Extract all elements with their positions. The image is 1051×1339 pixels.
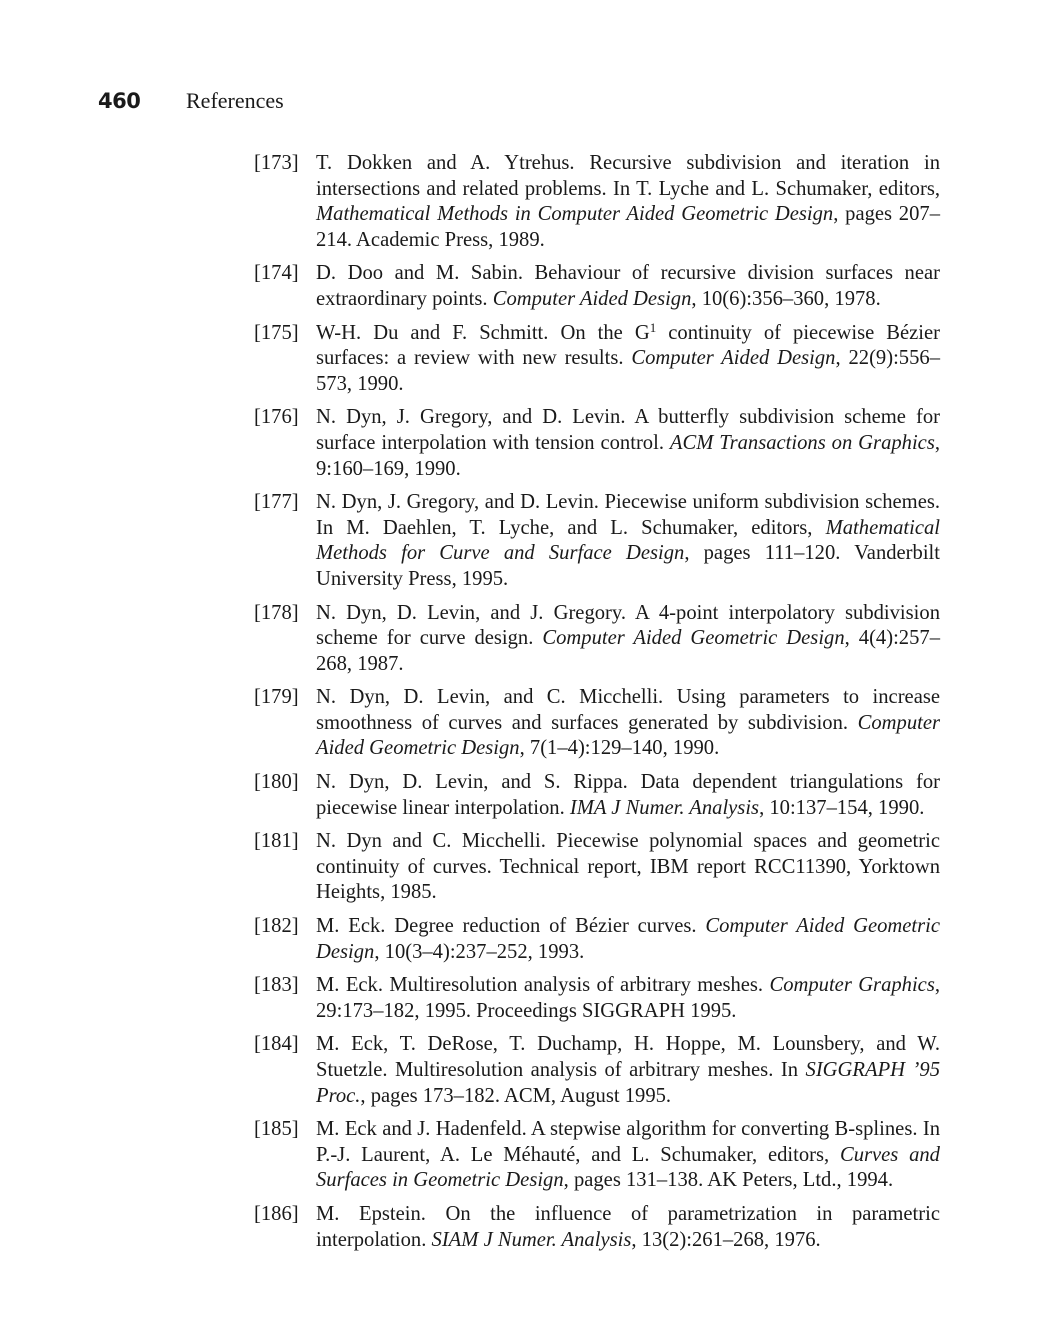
reference-number: [176] bbox=[254, 406, 299, 429]
reference-text: M. Eck. Multiresolution analysis of arbitrary meshes. Computer Graphics, 29:173–182, 1995. Proceedings SIGGRAPH 1995. bbox=[316, 974, 940, 1022]
reference-item bbox=[254, 261, 940, 312]
reference-item bbox=[254, 770, 940, 821]
reference-item bbox=[254, 914, 940, 965]
reference-item bbox=[254, 601, 940, 678]
reference-list bbox=[254, 151, 940, 1261]
reference-item bbox=[254, 685, 940, 762]
reference-text: M. Epstein. On the influence of parametrization in parametric interpolation. SIAM J Numer. Analysis, 13(2):261–268, 1976. bbox=[316, 1202, 940, 1251]
reference-text: M. Eck. Degree reduction of Bézier curves. Computer Aided Geometric Design, 10(3–4):237–252, 1993. bbox=[316, 915, 940, 963]
reference-number: [174] bbox=[254, 262, 299, 285]
reference-text: N. Dyn, D. Levin, and C. Micchelli. Using parameters to increase smoothness of curves and surfaces generated by subdivision. Computer Aided Geometric Design, 7(1–4):129–140, 1990. bbox=[316, 686, 940, 760]
reference-item bbox=[254, 973, 940, 1024]
reference-number: [183] bbox=[254, 974, 299, 997]
reference-text: M. Eck, T. DeRose, T. Duchamp, H. Hoppe, M. Lounsbery, and W. Stuetzle. Multiresolution analysis of arbitrary meshes. In SIGGRAPH ’95 Proc., pages 173–182. ACM, August 1995. bbox=[316, 1033, 940, 1107]
reference-item bbox=[254, 1202, 940, 1253]
reference-number: [179] bbox=[254, 686, 299, 709]
reference-text: N. Dyn, J. Gregory, and D. Levin. Piecewise uniform subdivision schemes. In M. Daehlen, T. Lyche, and L. Schumaker, editors, Mathematical Methods for Curve and Surface Design, pages 111–120. Vanderbilt University Press, 1995. bbox=[316, 491, 940, 590]
reference-text: N. Dyn, J. Gregory, and D. Levin. A butterfly subdivision scheme for surface interpolation with tension control. ACM Transactions on Graphics, 9:160–169, 1990. bbox=[316, 406, 940, 480]
reference-number: [180] bbox=[254, 771, 299, 794]
running-head: References bbox=[186, 88, 284, 113]
reference-number: [184] bbox=[254, 1033, 299, 1056]
reference-text: M. Eck and J. Hadenfeld. A stepwise algorithm for converting B-splines. In P.-J. Laurent, A. Le Méhauté, and L. Schumaker, editors, Curves and Surfaces in Geometric Design, pages 131–138. AK Peters, Ltd., 1994. bbox=[316, 1118, 940, 1192]
reference-number: [175] bbox=[254, 321, 299, 344]
reference-item bbox=[254, 1032, 940, 1109]
reference-number: [178] bbox=[254, 601, 299, 624]
reference-number: [173] bbox=[254, 152, 299, 174]
reference-item bbox=[254, 405, 940, 482]
reference-number: [177] bbox=[254, 491, 299, 514]
reference-number: [186] bbox=[254, 1202, 299, 1225]
page-number: 460 bbox=[98, 89, 141, 113]
reference-number: [181] bbox=[254, 830, 299, 853]
reference-number: [182] bbox=[254, 915, 299, 938]
reference-item bbox=[254, 829, 940, 906]
reference-item bbox=[254, 321, 940, 398]
reference-text: N. Dyn, D. Levin, and S. Rippa. Data dependent triangulations for piecewise linear interpolation. IMA J Numer. Analysis, 10:137–154, 1990. bbox=[316, 771, 940, 819]
reference-item bbox=[254, 151, 940, 253]
reference-text: W-H. Du and F. Schmitt. On the $G^1$ continuity of piecewise Bézier surfaces: a review with new results. Computer Aided Design, 22(9):556–573, 1990. bbox=[316, 319, 941, 395]
reference-number: [185] bbox=[254, 1118, 299, 1141]
reference-item bbox=[254, 490, 940, 592]
page-header bbox=[98, 88, 284, 114]
reference-text: N. Dyn, D. Levin, and J. Gregory. A 4-point interpolatory subdivision scheme for curve design. Computer Aided Geometric Design, 4(4):257–268, 1987. bbox=[316, 601, 940, 675]
reference-item bbox=[254, 1117, 940, 1194]
reference-text: N. Dyn and C. Micchelli. Piecewise polynomial spaces and geometric continuity of curves. Technical report, IBM report RCC11390, Yorktown Heights, 1985. bbox=[316, 830, 940, 904]
reference-text: T. Dokken and A. Ytrehus. Recursive subdivision and iteration in intersections and related problems. In T. Lyche and L. Schumaker, editors, Mathematical Methods in Computer Aided Geometric Design, pages 207–214. Academic Press, 1989. bbox=[316, 152, 940, 251]
reference-text: D. Doo and M. Sabin. Behaviour of recursive division surfaces near extraordinary points. Computer Aided Design, 10(6):356–360, 1978. bbox=[316, 262, 940, 310]
